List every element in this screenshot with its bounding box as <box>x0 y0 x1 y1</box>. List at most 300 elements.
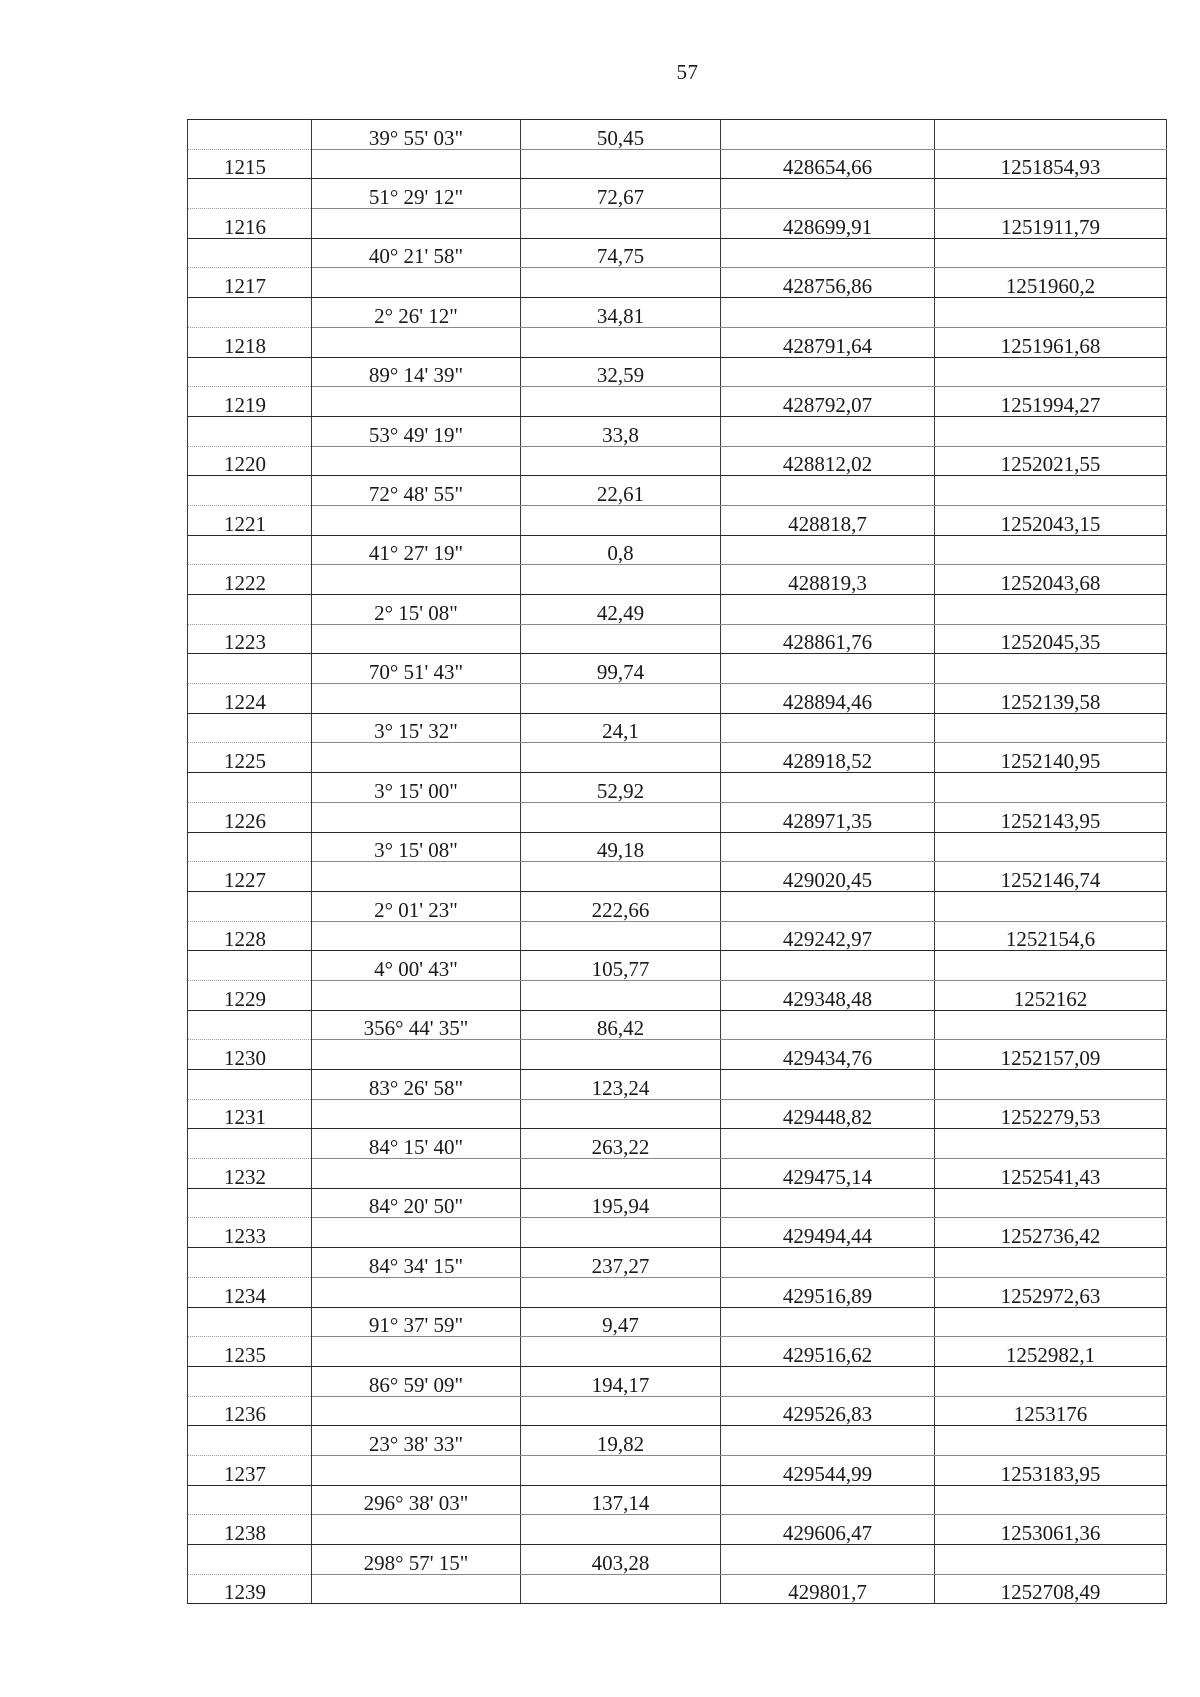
point-number-cell: 1230 <box>188 1040 312 1070</box>
point-number-cell: 1231 <box>188 1099 312 1129</box>
x-coordinate-cell <box>721 1010 935 1040</box>
segment-row <box>188 416 1167 446</box>
point-number-cell <box>188 238 312 268</box>
segment-length-cell <box>521 1277 721 1307</box>
direction-angle-cell: 72° 48' 55" <box>312 476 521 506</box>
y-coordinate-cell: 1251961,68 <box>935 327 1167 357</box>
point-number-cell: 1236 <box>188 1396 312 1426</box>
y-coordinate-cell: 1253061,36 <box>935 1515 1167 1545</box>
y-coordinate-cell: 1252143,95 <box>935 802 1167 832</box>
point-number-cell <box>188 773 312 803</box>
y-coordinate-cell <box>935 1485 1167 1515</box>
y-coordinate-cell: 1252045,35 <box>935 624 1167 654</box>
segment-row <box>188 891 1167 921</box>
x-coordinate-cell <box>721 238 935 268</box>
direction-angle-cell: 2° 15' 08" <box>312 595 521 625</box>
point-number-cell: 1223 <box>188 624 312 654</box>
direction-angle-cell <box>312 1337 521 1367</box>
x-coordinate-cell <box>721 1426 935 1456</box>
segment-length-cell <box>521 387 721 417</box>
direction-angle-cell <box>312 1159 521 1189</box>
y-coordinate-cell <box>935 1307 1167 1337</box>
y-coordinate-cell: 1251960,2 <box>935 268 1167 298</box>
point-row <box>188 1515 1167 1545</box>
point-row <box>188 1218 1167 1248</box>
x-coordinate-cell: 429526,83 <box>721 1396 935 1426</box>
y-coordinate-cell <box>935 1070 1167 1100</box>
segment-length-cell <box>521 446 721 476</box>
direction-angle-cell <box>312 802 521 832</box>
x-coordinate-cell: 429801,7 <box>721 1574 935 1604</box>
x-coordinate-cell: 428819,3 <box>721 565 935 595</box>
y-coordinate-cell <box>935 595 1167 625</box>
x-coordinate-cell: 429606,47 <box>721 1515 935 1545</box>
segment-length-cell <box>521 268 721 298</box>
direction-angle-cell <box>312 565 521 595</box>
point-number-cell <box>188 1366 312 1396</box>
segment-length-cell: 32,59 <box>521 357 721 387</box>
y-coordinate-cell: 1252139,58 <box>935 684 1167 714</box>
page-number: 57 <box>676 60 699 84</box>
point-number-cell: 1219 <box>188 387 312 417</box>
segment-row <box>188 120 1167 150</box>
x-coordinate-cell: 428699,91 <box>721 209 935 239</box>
point-number-cell <box>188 1129 312 1159</box>
direction-angle-cell: 83° 26' 58" <box>312 1070 521 1100</box>
point-row <box>188 1277 1167 1307</box>
direction-angle-cell <box>312 743 521 773</box>
x-coordinate-cell: 428792,07 <box>721 387 935 417</box>
table-body <box>188 120 1167 1604</box>
point-number-cell <box>188 1307 312 1337</box>
segment-row <box>188 1366 1167 1396</box>
y-coordinate-cell <box>935 120 1167 150</box>
direction-angle-cell: 84° 20' 50" <box>312 1188 521 1218</box>
x-coordinate-cell <box>721 654 935 684</box>
point-number-cell <box>188 1545 312 1575</box>
point-number-cell: 1226 <box>188 802 312 832</box>
x-coordinate-cell <box>721 1307 935 1337</box>
segment-row <box>188 654 1167 684</box>
direction-angle-cell <box>312 921 521 951</box>
point-row <box>188 1099 1167 1129</box>
point-number-cell <box>188 595 312 625</box>
point-number-cell: 1222 <box>188 565 312 595</box>
x-coordinate-cell <box>721 120 935 150</box>
point-number-cell: 1217 <box>188 268 312 298</box>
segment-length-cell: 0,8 <box>521 535 721 565</box>
segment-length-cell <box>521 1218 721 1248</box>
direction-angle-cell: 70° 51' 43" <box>312 654 521 684</box>
point-number-cell <box>188 1426 312 1456</box>
segment-row <box>188 535 1167 565</box>
segment-length-cell <box>521 1040 721 1070</box>
x-coordinate-cell: 429448,82 <box>721 1099 935 1129</box>
y-coordinate-cell <box>935 891 1167 921</box>
segment-length-cell <box>521 743 721 773</box>
direction-angle-cell: 2° 26' 12" <box>312 298 521 328</box>
y-coordinate-cell: 1252708,49 <box>935 1574 1167 1604</box>
point-row <box>188 802 1167 832</box>
point-number-cell: 1220 <box>188 446 312 476</box>
segment-length-cell: 195,94 <box>521 1188 721 1218</box>
point-row <box>188 327 1167 357</box>
segment-length-cell: 99,74 <box>521 654 721 684</box>
segment-length-cell: 105,77 <box>521 951 721 981</box>
x-coordinate-cell: 429544,99 <box>721 1455 935 1485</box>
point-number-cell: 1237 <box>188 1455 312 1485</box>
y-coordinate-cell <box>935 1366 1167 1396</box>
segment-row <box>188 713 1167 743</box>
segment-row <box>188 1426 1167 1456</box>
point-number-cell: 1218 <box>188 327 312 357</box>
x-coordinate-cell <box>721 179 935 209</box>
point-row <box>188 505 1167 535</box>
y-coordinate-cell <box>935 416 1167 446</box>
x-coordinate-cell: 428812,02 <box>721 446 935 476</box>
segment-row <box>188 1070 1167 1100</box>
point-number-cell <box>188 1188 312 1218</box>
boundary-coordinates-table <box>187 119 1167 1604</box>
y-coordinate-cell: 1252157,09 <box>935 1040 1167 1070</box>
y-coordinate-cell <box>935 713 1167 743</box>
segment-length-cell: 194,17 <box>521 1366 721 1396</box>
segment-length-cell <box>521 624 721 654</box>
segment-length-cell: 86,42 <box>521 1010 721 1040</box>
y-coordinate-cell: 1253183,95 <box>935 1455 1167 1485</box>
point-number-cell <box>188 1010 312 1040</box>
direction-angle-cell: 298° 57' 15" <box>312 1545 521 1575</box>
direction-angle-cell <box>312 149 521 179</box>
x-coordinate-cell <box>721 476 935 506</box>
point-row <box>188 387 1167 417</box>
point-number-cell: 1225 <box>188 743 312 773</box>
point-number-cell: 1227 <box>188 862 312 892</box>
point-number-cell <box>188 476 312 506</box>
direction-angle-cell <box>312 862 521 892</box>
direction-angle-cell: 84° 15' 40" <box>312 1129 521 1159</box>
y-coordinate-cell <box>935 773 1167 803</box>
point-row <box>188 209 1167 239</box>
x-coordinate-cell <box>721 951 935 981</box>
y-coordinate-cell <box>935 238 1167 268</box>
point-row <box>188 862 1167 892</box>
segment-row <box>188 1010 1167 1040</box>
x-coordinate-cell: 429516,62 <box>721 1337 935 1367</box>
direction-angle-cell: 89° 14' 39" <box>312 357 521 387</box>
y-coordinate-cell <box>935 654 1167 684</box>
x-coordinate-cell <box>721 773 935 803</box>
direction-angle-cell <box>312 684 521 714</box>
y-coordinate-cell: 1252736,42 <box>935 1218 1167 1248</box>
segment-length-cell <box>521 209 721 239</box>
point-row <box>188 1040 1167 1070</box>
segment-length-cell: 49,18 <box>521 832 721 862</box>
x-coordinate-cell: 429020,45 <box>721 862 935 892</box>
direction-angle-cell <box>312 327 521 357</box>
direction-angle-cell: 4° 00' 43" <box>312 951 521 981</box>
y-coordinate-cell <box>935 951 1167 981</box>
direction-angle-cell <box>312 505 521 535</box>
point-number-cell: 1239 <box>188 1574 312 1604</box>
point-number-cell <box>188 654 312 684</box>
point-row <box>188 1574 1167 1604</box>
y-coordinate-cell <box>935 179 1167 209</box>
segment-length-cell <box>521 980 721 1010</box>
segment-row <box>188 179 1167 209</box>
y-coordinate-cell: 1252146,74 <box>935 862 1167 892</box>
direction-angle-cell: 296° 38' 03" <box>312 1485 521 1515</box>
segment-length-cell: 34,81 <box>521 298 721 328</box>
segment-row <box>188 951 1167 981</box>
segment-length-cell: 9,47 <box>521 1307 721 1337</box>
segment-row <box>188 1129 1167 1159</box>
direction-angle-cell <box>312 624 521 654</box>
segment-row <box>188 357 1167 387</box>
point-number-cell <box>188 179 312 209</box>
point-number-cell: 1234 <box>188 1277 312 1307</box>
point-row <box>188 565 1167 595</box>
point-number-cell <box>188 120 312 150</box>
y-coordinate-cell <box>935 1129 1167 1159</box>
point-number-cell <box>188 1485 312 1515</box>
point-number-cell <box>188 416 312 446</box>
point-row <box>188 149 1167 179</box>
direction-angle-cell: 39° 55' 03" <box>312 120 521 150</box>
x-coordinate-cell: 429242,97 <box>721 921 935 951</box>
direction-angle-cell: 53° 49' 19" <box>312 416 521 446</box>
point-number-cell <box>188 891 312 921</box>
y-coordinate-cell: 1252043,15 <box>935 505 1167 535</box>
direction-angle-cell: 51° 29' 12" <box>312 179 521 209</box>
direction-angle-cell <box>312 1396 521 1426</box>
direction-angle-cell: 3° 15' 08" <box>312 832 521 862</box>
x-coordinate-cell: 428861,76 <box>721 624 935 654</box>
x-coordinate-cell <box>721 298 935 328</box>
segment-row <box>188 1545 1167 1575</box>
segment-row <box>188 595 1167 625</box>
segment-length-cell: 403,28 <box>521 1545 721 1575</box>
direction-angle-cell: 86° 59' 09" <box>312 1366 521 1396</box>
x-coordinate-cell <box>721 1070 935 1100</box>
x-coordinate-cell: 429516,89 <box>721 1277 935 1307</box>
segment-length-cell <box>521 802 721 832</box>
y-coordinate-cell <box>935 476 1167 506</box>
direction-angle-cell: 91° 37' 59" <box>312 1307 521 1337</box>
point-number-cell <box>188 1070 312 1100</box>
y-coordinate-cell <box>935 1248 1167 1278</box>
segment-length-cell: 137,14 <box>521 1485 721 1515</box>
direction-angle-cell: 23° 38' 33" <box>312 1426 521 1456</box>
direction-angle-cell: 3° 15' 00" <box>312 773 521 803</box>
y-coordinate-cell: 1252154,6 <box>935 921 1167 951</box>
segment-length-cell <box>521 505 721 535</box>
point-number-cell: 1228 <box>188 921 312 951</box>
segment-row <box>188 476 1167 506</box>
point-row <box>188 446 1167 476</box>
x-coordinate-cell: 429348,48 <box>721 980 935 1010</box>
direction-angle-cell <box>312 387 521 417</box>
direction-angle-cell: 84° 34' 15" <box>312 1248 521 1278</box>
y-coordinate-cell <box>935 1188 1167 1218</box>
point-row <box>188 921 1167 951</box>
y-coordinate-cell: 1252541,43 <box>935 1159 1167 1189</box>
point-number-cell: 1235 <box>188 1337 312 1367</box>
direction-angle-cell <box>312 446 521 476</box>
x-coordinate-cell: 428918,52 <box>721 743 935 773</box>
direction-angle-cell <box>312 268 521 298</box>
point-row <box>188 624 1167 654</box>
direction-angle-cell: 356° 44' 35" <box>312 1010 521 1040</box>
segment-length-cell: 237,27 <box>521 1248 721 1278</box>
segment-row <box>188 238 1167 268</box>
segment-row <box>188 298 1167 328</box>
point-number-cell <box>188 713 312 743</box>
x-coordinate-cell <box>721 832 935 862</box>
segment-length-cell <box>521 921 721 951</box>
segment-length-cell: 74,75 <box>521 238 721 268</box>
segment-length-cell: 50,45 <box>521 120 721 150</box>
y-coordinate-cell <box>935 832 1167 862</box>
x-coordinate-cell <box>721 416 935 446</box>
x-coordinate-cell <box>721 1485 935 1515</box>
point-number-cell <box>188 535 312 565</box>
segment-length-cell: 24,1 <box>521 713 721 743</box>
point-number-cell <box>188 357 312 387</box>
segment-row <box>188 1248 1167 1278</box>
x-coordinate-cell: 428971,35 <box>721 802 935 832</box>
direction-angle-cell: 40° 21' 58" <box>312 238 521 268</box>
segment-row <box>188 1485 1167 1515</box>
point-row <box>188 1455 1167 1485</box>
x-coordinate-cell: 429434,76 <box>721 1040 935 1070</box>
segment-length-cell: 52,92 <box>521 773 721 803</box>
y-coordinate-cell: 1252140,95 <box>935 743 1167 773</box>
y-coordinate-cell: 1252021,55 <box>935 446 1167 476</box>
segment-length-cell <box>521 1159 721 1189</box>
y-coordinate-cell: 1251911,79 <box>935 209 1167 239</box>
direction-angle-cell: 3° 15' 32" <box>312 713 521 743</box>
segment-length-cell: 33,8 <box>521 416 721 446</box>
direction-angle-cell <box>312 1040 521 1070</box>
segment-length-cell <box>521 149 721 179</box>
y-coordinate-cell <box>935 1426 1167 1456</box>
direction-angle-cell <box>312 1515 521 1545</box>
x-coordinate-cell <box>721 891 935 921</box>
x-coordinate-cell <box>721 1248 935 1278</box>
point-number-cell: 1229 <box>188 980 312 1010</box>
y-coordinate-cell <box>935 1545 1167 1575</box>
x-coordinate-cell: 428791,64 <box>721 327 935 357</box>
segment-length-cell <box>521 1396 721 1426</box>
point-number-cell: 1224 <box>188 684 312 714</box>
direction-angle-cell <box>312 980 521 1010</box>
point-number-cell: 1232 <box>188 1159 312 1189</box>
y-coordinate-cell: 1252982,1 <box>935 1337 1167 1367</box>
x-coordinate-cell <box>721 1366 935 1396</box>
direction-angle-cell <box>312 1099 521 1129</box>
segment-length-cell <box>521 1574 721 1604</box>
point-number-cell <box>188 832 312 862</box>
x-coordinate-cell: 428818,7 <box>721 505 935 535</box>
point-row <box>188 980 1167 1010</box>
segment-row <box>188 1307 1167 1337</box>
y-coordinate-cell <box>935 298 1167 328</box>
y-coordinate-cell: 1251854,93 <box>935 149 1167 179</box>
y-coordinate-cell: 1252162 <box>935 980 1167 1010</box>
segment-length-cell: 72,67 <box>521 179 721 209</box>
x-coordinate-cell <box>721 357 935 387</box>
direction-angle-cell <box>312 1455 521 1485</box>
segment-length-cell <box>521 1515 721 1545</box>
y-coordinate-cell <box>935 357 1167 387</box>
direction-angle-cell <box>312 1218 521 1248</box>
segment-length-cell <box>521 327 721 357</box>
x-coordinate-cell <box>721 1188 935 1218</box>
point-number-cell <box>188 298 312 328</box>
segment-length-cell: 263,22 <box>521 1129 721 1159</box>
point-number-cell: 1221 <box>188 505 312 535</box>
y-coordinate-cell: 1252043,68 <box>935 565 1167 595</box>
y-coordinate-cell <box>935 535 1167 565</box>
segment-row <box>188 832 1167 862</box>
x-coordinate-cell <box>721 1545 935 1575</box>
point-number-cell: 1233 <box>188 1218 312 1248</box>
point-number-cell <box>188 1248 312 1278</box>
y-coordinate-cell: 1253176 <box>935 1396 1167 1426</box>
y-coordinate-cell: 1251994,27 <box>935 387 1167 417</box>
direction-angle-cell: 2° 01' 23" <box>312 891 521 921</box>
y-coordinate-cell <box>935 1010 1167 1040</box>
x-coordinate-cell: 429475,14 <box>721 1159 935 1189</box>
segment-length-cell: 123,24 <box>521 1070 721 1100</box>
segment-length-cell: 222,66 <box>521 891 721 921</box>
direction-angle-cell <box>312 1277 521 1307</box>
direction-angle-cell: 41° 27' 19" <box>312 535 521 565</box>
y-coordinate-cell: 1252972,63 <box>935 1277 1167 1307</box>
point-number-cell: 1238 <box>188 1515 312 1545</box>
point-number-cell: 1216 <box>188 209 312 239</box>
segment-length-cell <box>521 1337 721 1367</box>
point-row <box>188 1337 1167 1367</box>
x-coordinate-cell: 428756,86 <box>721 268 935 298</box>
point-row <box>188 1159 1167 1189</box>
segment-length-cell: 42,49 <box>521 595 721 625</box>
segment-length-cell <box>521 684 721 714</box>
segment-length-cell <box>521 862 721 892</box>
x-coordinate-cell <box>721 1129 935 1159</box>
x-coordinate-cell <box>721 713 935 743</box>
point-row <box>188 268 1167 298</box>
x-coordinate-cell <box>721 535 935 565</box>
x-coordinate-cell: 428654,66 <box>721 149 935 179</box>
segment-length-cell: 19,82 <box>521 1426 721 1456</box>
direction-angle-cell <box>312 1574 521 1604</box>
point-number-cell: 1215 <box>188 149 312 179</box>
x-coordinate-cell: 429494,44 <box>721 1218 935 1248</box>
segment-length-cell <box>521 1455 721 1485</box>
point-row <box>188 743 1167 773</box>
point-number-cell <box>188 951 312 981</box>
segment-row <box>188 773 1167 803</box>
x-coordinate-cell <box>721 595 935 625</box>
segment-length-cell <box>521 565 721 595</box>
segment-length-cell: 22,61 <box>521 476 721 506</box>
direction-angle-cell <box>312 209 521 239</box>
segment-row <box>188 1188 1167 1218</box>
x-coordinate-cell: 428894,46 <box>721 684 935 714</box>
y-coordinate-cell: 1252279,53 <box>935 1099 1167 1129</box>
